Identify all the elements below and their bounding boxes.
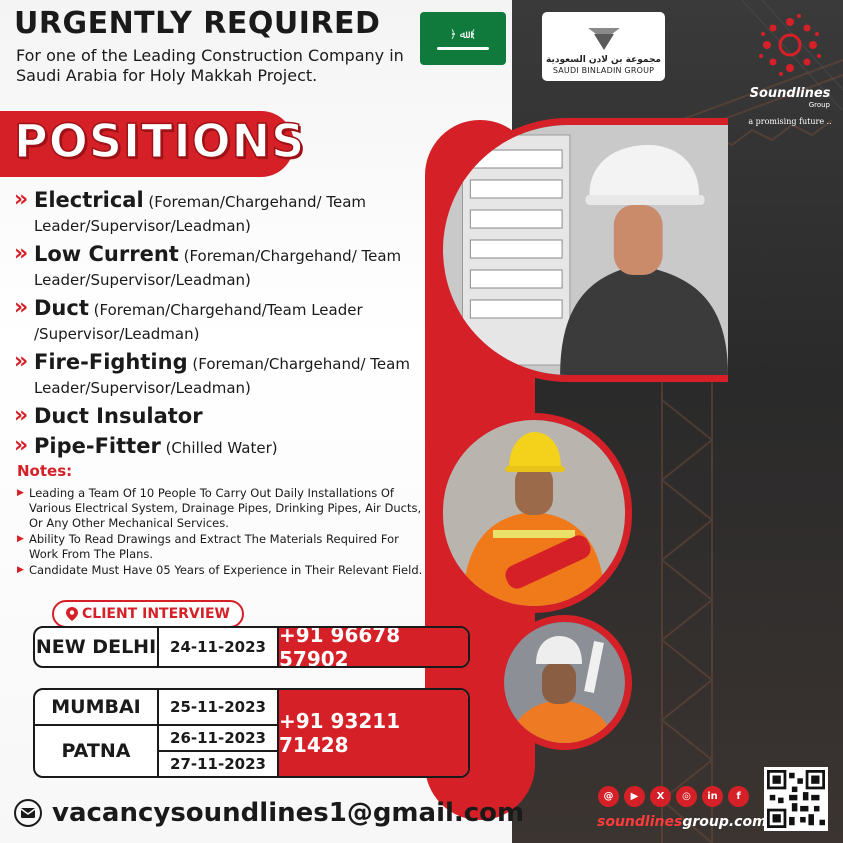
note-item: [17, 486, 427, 531]
binladin-english-text: SAUDI BINLADIN GROUP: [552, 66, 655, 75]
position-item: [14, 404, 414, 430]
soundlines-logo: [744, 10, 836, 138]
double-chevron-icon: »: [14, 403, 29, 428]
client-interview-badge: [52, 600, 244, 628]
position-detail: (Foreman/Chargehand/ Team Leader/Supervisor/Leadman): [34, 247, 402, 289]
binladin-logo: [542, 12, 665, 81]
notes-title: Notes:: [17, 462, 73, 480]
phone-number[interactable]: +91 93211 71428: [279, 690, 468, 776]
binladin-arabic-text: مجموعة بن لادن السعودية: [545, 55, 662, 65]
position-title: Electrical: [34, 188, 144, 212]
position-item: [14, 434, 414, 460]
position-title: Fire-Fighting: [34, 350, 188, 374]
mail-icon: [14, 799, 42, 827]
date-cell: 24-11-2023: [170, 638, 266, 656]
position-title: Duct Insulator: [34, 404, 203, 428]
binladin-mark-icon: [584, 26, 624, 52]
soundlines-group-text: Group: [808, 101, 830, 109]
firefighter-photo: [436, 413, 632, 613]
position-title: Pipe-Fitter: [34, 434, 161, 458]
double-chevron-icon: »: [14, 187, 29, 212]
subtitle: For one of the Leading Construction Company in Saudi Arabia for Holy Makkah Project.: [16, 46, 404, 85]
client-interview-label: CLIENT INTERVIEW: [82, 606, 230, 622]
positions-title: POSITIONS: [14, 114, 306, 168]
soundlines-tagline: a promising future ..: [748, 117, 832, 126]
note-text: Leading a Team Of 10 People To Carry Out Daily Installations Of Various Electrical System, Drainage Pipes, Drinking Pipes, Air Ducts, Or Any Other Mechanical Services.: [29, 486, 422, 530]
qr-code-icon[interactable]: [764, 767, 828, 831]
note-text: Candidate Must Have 05 Years of Experience in Their Relevant Field.: [29, 563, 423, 577]
date-cell: 26-11-2023: [170, 729, 266, 747]
date-cell: 27-11-2023: [170, 755, 266, 773]
note-item: [17, 563, 427, 578]
city-cell: MUMBAI: [51, 696, 141, 718]
threads-icon[interactable]: @: [598, 786, 619, 807]
double-chevron-icon: »: [14, 241, 29, 266]
email-link[interactable]: vacancysoundlines1@gmail.com: [52, 798, 525, 828]
positions-list: [14, 188, 414, 464]
flag-sword-icon: [437, 47, 489, 50]
youtube-icon[interactable]: ▶: [624, 786, 645, 807]
note-item: [17, 532, 427, 562]
phone-number[interactable]: +91 96678 57902: [279, 628, 468, 666]
double-chevron-icon: »: [14, 295, 29, 320]
position-item: [14, 188, 414, 238]
triangle-bullet-icon: ▶: [17, 565, 24, 575]
soundlines-mark-icon: [755, 10, 825, 80]
city-cell: NEW DELHI: [35, 636, 157, 658]
flag-script-icon: ﴿ ﷲ ﴾: [449, 27, 477, 41]
email-row: [14, 798, 524, 828]
position-item: [14, 296, 414, 346]
position-detail: (Foreman/Chargehand/Team Leader /Supervisor/Leadman): [34, 301, 363, 343]
location-pin-icon: [66, 607, 78, 621]
date-cell: 25-11-2023: [170, 698, 266, 716]
position-detail: (Foreman/Chargehand/ Team Leader/Supervisor/Leadman): [34, 193, 366, 235]
interview-table-delhi: [33, 626, 470, 668]
note-text: Ability To Read Drawings and Extract The Materials Required For Work From The Plans.: [29, 532, 399, 561]
triangle-bullet-icon: ▶: [17, 534, 24, 544]
electrician-photo: [436, 118, 728, 382]
linkedin-icon[interactable]: in: [702, 786, 723, 807]
position-title: Low Current: [34, 242, 179, 266]
instagram-icon[interactable]: ◎: [676, 786, 697, 807]
position-detail: (Foreman/Chargehand/ Team Leader/Supervisor/Leadman): [34, 355, 410, 397]
position-item: [14, 350, 414, 400]
position-item: [14, 242, 414, 292]
soundlines-name: Soundlines: [749, 86, 831, 101]
saudi-flag: [420, 12, 506, 65]
double-chevron-icon: »: [14, 349, 29, 374]
double-chevron-icon: »: [14, 433, 29, 458]
social-links: [598, 786, 749, 807]
website-link[interactable]: [597, 814, 767, 830]
triangle-bullet-icon: ▶: [17, 488, 24, 498]
website-part: group.com: [682, 814, 767, 830]
website-part: soundlines: [597, 814, 683, 830]
position-title: Duct: [34, 296, 89, 320]
interview-table-mumbai-patna: [33, 688, 470, 778]
notes-list: [17, 486, 427, 579]
city-cell: PATNA: [61, 740, 131, 762]
x-icon[interactable]: X: [650, 786, 671, 807]
facebook-icon[interactable]: f: [728, 786, 749, 807]
headline: URGENTLY REQUIRED: [14, 6, 381, 41]
technician-photo: [497, 615, 632, 750]
position-detail: (Chilled Water): [160, 439, 278, 457]
